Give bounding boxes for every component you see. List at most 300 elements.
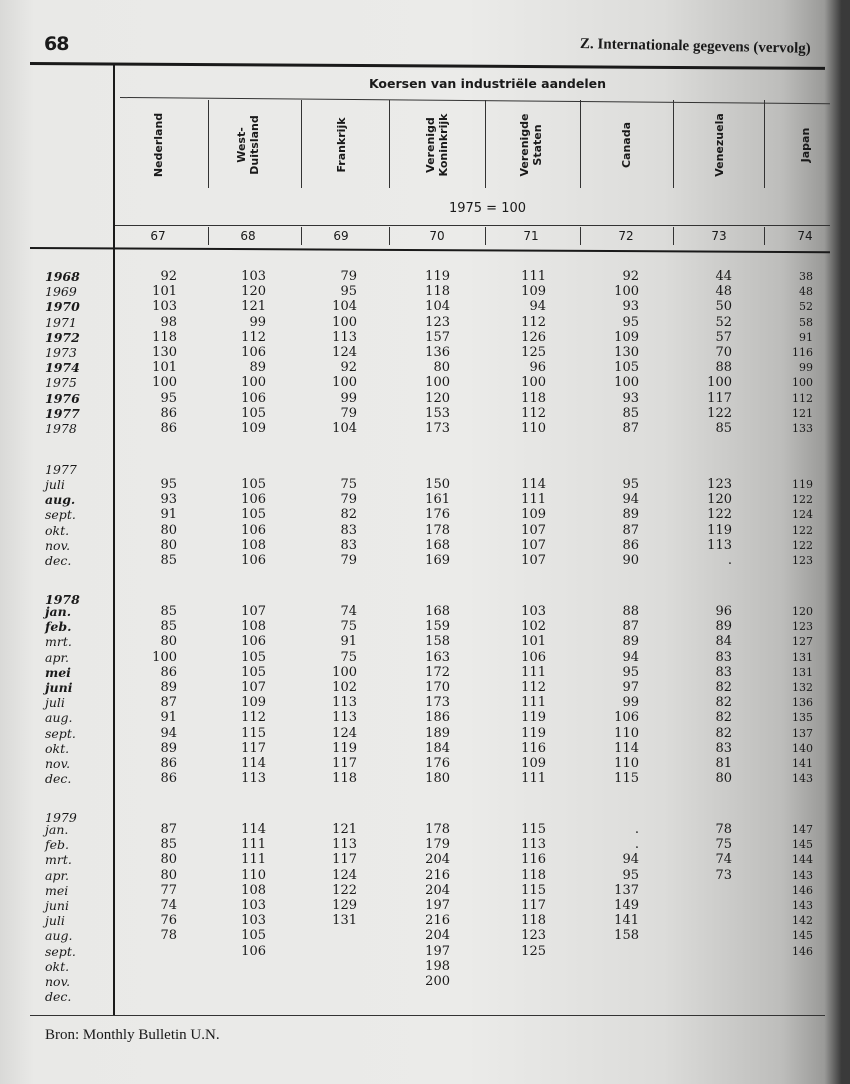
table-cell: 92 [160, 269, 177, 284]
table-cell: 100 [521, 375, 546, 391]
table-cell: 80 [160, 522, 177, 538]
table-cell: 110 [614, 725, 639, 741]
table-cell: 118 [425, 284, 450, 300]
table-cell: 149 [614, 898, 639, 913]
table-cell: 110 [614, 756, 639, 771]
table-cell: 158 [614, 928, 639, 944]
column-number-rule [115, 225, 830, 226]
table-cell: 168 [425, 537, 450, 553]
table-cell: 105 [241, 664, 266, 680]
table-cell: 105 [241, 649, 266, 665]
table-cell: 200 [425, 974, 450, 989]
table-cell: 126 [521, 329, 546, 345]
table-cell: 144 [792, 853, 813, 867]
table-cell: 135 [792, 711, 813, 725]
row-label: 1978 [45, 421, 77, 436]
table-cell: 106 [241, 553, 266, 568]
table-cell: 86 [160, 756, 177, 771]
table-cell: 186 [425, 710, 450, 726]
table-cell: 179 [425, 837, 450, 853]
table-cell: 87 [622, 522, 639, 538]
table-cell: 172 [425, 664, 450, 680]
table-cell: 112 [241, 710, 266, 726]
table-cell: 70 [715, 345, 732, 360]
row-label: apr. [45, 867, 70, 883]
row-label: 1969 [45, 284, 77, 300]
table-cell: 87 [160, 695, 177, 711]
table-cell: 124 [332, 725, 357, 741]
table-cell: 118 [152, 329, 177, 345]
row-label: mei [45, 882, 69, 898]
column-number-divider [764, 227, 765, 245]
table-cell: 110 [241, 867, 266, 883]
table-cell: 102 [332, 680, 357, 695]
table-cell: 100 [425, 375, 450, 391]
table-cell: 75 [340, 649, 357, 665]
row-label: 1970 [45, 299, 80, 315]
table-cell: 121 [332, 822, 357, 837]
table-cell: 95 [622, 867, 639, 883]
table-cell: 113 [332, 695, 357, 711]
super-header: Koersen van industriële aandelen [368, 76, 607, 91]
column-number-divider [485, 227, 486, 245]
column-number-divider [208, 227, 209, 245]
table-cell: 106 [241, 492, 266, 508]
table-cell: 170 [425, 680, 450, 695]
column-header: West- Duitsland [235, 115, 261, 175]
table-cell: 143 [792, 868, 813, 882]
table-cell: 122 [792, 538, 813, 552]
table-cell: 91 [799, 330, 813, 344]
table-cell: 82 [340, 507, 357, 523]
column-number: 67 [150, 229, 166, 243]
table-cell: 101 [152, 284, 177, 300]
row-label: 1971 [45, 314, 77, 330]
table-cell: 79 [340, 553, 357, 568]
table-cell: 89 [160, 740, 177, 756]
table-cell: 107 [241, 680, 266, 695]
table-cell: 116 [521, 852, 546, 868]
table-cell: 123 [792, 620, 813, 634]
row-label: 1976 [45, 390, 80, 406]
table-cell: 113 [707, 537, 732, 553]
table-cell: 176 [425, 507, 450, 523]
table-cell: 73 [715, 867, 732, 883]
table-cell: 118 [332, 771, 357, 787]
table-cell: 159 [425, 619, 450, 635]
table-cell: 108 [241, 619, 266, 635]
table-cell: 140 [792, 741, 813, 755]
row-label: dec. [45, 771, 72, 787]
table-cell: 80 [160, 867, 177, 883]
table-cell: 132 [792, 681, 813, 694]
source-note: Bron: Monthly Bulletin U.N. [45, 1027, 220, 1043]
table-cell: 52 [799, 300, 813, 314]
column-number: 73 [711, 229, 727, 243]
table-cell: 150 [425, 477, 450, 492]
table-cell: 117 [521, 898, 546, 913]
row-label: mrt. [45, 634, 72, 650]
table-cell: 93 [160, 492, 177, 508]
table-cell: 100 [614, 284, 639, 300]
table-cell: 168 [425, 604, 450, 619]
table-cell: 95 [340, 284, 357, 300]
table-cell: 52 [715, 314, 732, 330]
table-cell: 75 [715, 837, 732, 853]
row-label: 1975 [45, 375, 77, 391]
table-cell: 115 [521, 822, 546, 837]
table-cell: 100 [792, 376, 813, 390]
table-cell: 109 [241, 421, 266, 436]
table-cell: 161 [425, 492, 450, 508]
table-cell: 111 [521, 695, 546, 711]
stub-divider [113, 64, 115, 1016]
table-cell: 141 [792, 757, 813, 770]
table-cell: 136 [792, 696, 813, 710]
row-label: nov. [45, 537, 71, 553]
table-cell: 147 [792, 823, 813, 836]
table-cell: 127 [792, 635, 813, 649]
row-label: jan. [45, 604, 72, 619]
column-divider [485, 100, 486, 188]
row-label: aug. [45, 492, 76, 508]
table-cell: 105 [241, 507, 266, 523]
table-cell: 204 [425, 928, 450, 944]
table-cell: 106 [241, 522, 266, 538]
table-cell: 111 [521, 771, 546, 787]
table-cell: 112 [241, 329, 266, 345]
table-cell: 75 [340, 477, 357, 492]
table-cell: 137 [792, 726, 813, 740]
row-label: 1968 [45, 269, 80, 284]
table-cell: 184 [425, 740, 450, 756]
table-cell: 204 [425, 882, 450, 898]
table-cell: 106 [241, 634, 266, 650]
table-cell: 197 [425, 943, 450, 959]
table-cell: 75 [340, 619, 357, 635]
table-cell: 99 [799, 361, 813, 375]
column-number: 69 [333, 229, 349, 243]
table-cell: 102 [521, 619, 546, 635]
table-cell: 101 [521, 634, 546, 650]
column-number: 70 [429, 229, 445, 243]
table-cell: 112 [521, 680, 546, 695]
table-cell: 113 [332, 329, 357, 345]
table-cell: 115 [521, 882, 546, 898]
section-header: 1979 [45, 810, 77, 825]
table-cell: 124 [332, 867, 357, 883]
table-cell: 117 [332, 756, 357, 771]
section-header: 1977 [45, 462, 77, 477]
table-cell: 113 [521, 837, 546, 853]
table-cell: 89 [715, 619, 732, 635]
table-cell: 58 [799, 315, 813, 329]
table-cell: 97 [622, 680, 639, 695]
table-cell: 114 [614, 740, 639, 756]
table-cell: . [727, 553, 732, 568]
column-divider [301, 100, 302, 188]
table-cell: 112 [521, 405, 546, 421]
table-cell: 48 [799, 285, 813, 299]
table-cell: 91 [160, 710, 177, 726]
table-cell: 99 [622, 695, 639, 711]
row-label: feb. [45, 619, 72, 635]
table-cell: 79 [340, 269, 357, 284]
table-cell: 120 [707, 492, 732, 508]
column-header: Frankrijk [334, 117, 348, 173]
table-cell: 106 [241, 390, 266, 406]
row-label: sept. [45, 507, 76, 523]
table-cell: 80 [160, 537, 177, 553]
row-label: nov. [45, 756, 71, 771]
table-cell: 118 [521, 913, 546, 929]
table-cell: 94 [529, 299, 546, 315]
table-cell: 85 [160, 553, 177, 568]
table-cell: 109 [521, 284, 546, 300]
table-cell: 118 [521, 867, 546, 883]
table-cell: 95 [622, 477, 639, 492]
row-label: okt. [45, 740, 70, 756]
table-cell: 83 [340, 537, 357, 553]
row-label: mei [45, 664, 71, 680]
table-cell: 120 [241, 284, 266, 300]
table-cell: 76 [160, 913, 177, 929]
table-cell: 216 [425, 913, 450, 929]
table-cell: 86 [160, 664, 177, 680]
top-rule [30, 62, 825, 70]
table-cell: 120 [792, 605, 813, 618]
column-header: Canada [619, 121, 633, 169]
table-cell: 105 [241, 477, 266, 492]
table-cell: 44 [715, 269, 732, 284]
table-cell: 124 [792, 508, 813, 522]
table-cell: 109 [521, 507, 546, 523]
table-cell: 131 [792, 650, 813, 664]
table-cell: 104 [332, 421, 357, 436]
table-cell: 88 [715, 360, 732, 376]
table-cell: 79 [340, 492, 357, 508]
table-cell: 87 [160, 822, 177, 837]
column-number-divider [580, 227, 581, 245]
table-cell: 133 [792, 422, 813, 435]
table-cell: 79 [340, 405, 357, 421]
table-cell: 110 [521, 421, 546, 436]
row-label: feb. [45, 837, 69, 853]
table-cell: 89 [622, 507, 639, 523]
table-cell: 74 [340, 604, 357, 619]
table-cell: 130 [152, 345, 177, 360]
column-number-divider [673, 227, 674, 245]
table-cell: 106 [241, 345, 266, 360]
table-cell: 163 [425, 649, 450, 665]
column-header: Verenigd Koninkrijk [424, 113, 450, 177]
base-year-note: 1975 = 100 [448, 201, 527, 216]
page-number: 68 [44, 33, 69, 55]
table-cell: 113 [332, 837, 357, 853]
row-label: 1972 [45, 329, 80, 345]
table-cell: 91 [340, 634, 357, 650]
table-cell: 83 [715, 664, 732, 680]
table-cell: 123 [792, 554, 813, 567]
table-cell: 173 [425, 421, 450, 436]
table-cell: 109 [521, 756, 546, 771]
row-label: juli [45, 913, 65, 929]
table-cell: 109 [241, 695, 266, 711]
table-cell: 95 [160, 390, 177, 406]
row-label: aug. [45, 928, 73, 944]
table-cell: 112 [521, 314, 546, 330]
table-cell: 38 [799, 270, 813, 283]
table-cell: 103 [241, 898, 266, 913]
table-cell: 82 [715, 680, 732, 695]
row-label: juli [45, 695, 65, 711]
table-cell: 95 [622, 314, 639, 330]
table-cell: 114 [241, 822, 266, 837]
table-cell: 99 [249, 314, 266, 330]
table-cell: 48 [715, 284, 732, 300]
table-cell: 103 [521, 604, 546, 619]
table-cell: 117 [332, 852, 357, 868]
table-cell: 106 [241, 943, 266, 959]
table-cell: 123 [521, 928, 546, 944]
table-cell: 100 [332, 664, 357, 680]
row-label: dec. [45, 989, 72, 1005]
table-cell: 176 [425, 756, 450, 771]
table-cell: 178 [425, 822, 450, 837]
table-cell: 57 [715, 329, 732, 345]
table-cell: 136 [425, 345, 450, 360]
table-cell: 90 [622, 553, 639, 568]
table-cell: 88 [622, 604, 639, 619]
column-divider [580, 100, 581, 188]
bottom-rule [30, 1015, 825, 1016]
table-cell: 116 [521, 740, 546, 756]
table-cell: 89 [249, 360, 266, 376]
table-cell: 93 [622, 299, 639, 315]
table-cell: 143 [792, 899, 813, 912]
table-cell: . [634, 837, 639, 853]
table-cell: 122 [792, 523, 813, 537]
table-cell: 111 [521, 492, 546, 508]
row-label: okt. [45, 958, 70, 974]
table-cell: 85 [160, 619, 177, 635]
table-cell: 100 [152, 375, 177, 391]
table-cell: 100 [241, 375, 266, 391]
column-header: Japan [798, 127, 812, 163]
table-cell: 158 [425, 634, 450, 650]
table-cell: 85 [715, 421, 732, 436]
table-cell: 107 [521, 553, 546, 568]
table-cell: 122 [707, 405, 732, 421]
table-cell: 178 [425, 522, 450, 538]
table-cell: 143 [792, 772, 813, 786]
table-cell: 85 [622, 405, 639, 421]
table-cell: 116 [792, 346, 813, 359]
table-cell: 87 [622, 619, 639, 635]
table-cell: 111 [241, 852, 266, 868]
table-cell: 131 [792, 665, 813, 679]
row-label: sept. [45, 725, 76, 741]
column-divider [389, 100, 390, 188]
table-cell: 216 [425, 867, 450, 883]
row-label: 1974 [45, 360, 80, 376]
table-cell: 124 [332, 345, 357, 360]
table-cell: 131 [332, 913, 357, 929]
table-cell: 105 [241, 405, 266, 421]
table-cell: 100 [614, 375, 639, 391]
table-cell: 122 [707, 507, 732, 523]
table-cell: 119 [332, 740, 357, 756]
table-cell: 87 [622, 421, 639, 436]
table-cell: 118 [521, 390, 546, 406]
table-cell: 108 [241, 882, 266, 898]
table-cell: 119 [425, 269, 450, 284]
table-cell: 109 [614, 329, 639, 345]
table-cell: 86 [160, 405, 177, 421]
table-cell: 146 [792, 944, 813, 958]
table-cell: 95 [622, 664, 639, 680]
table-cell: 91 [160, 507, 177, 523]
table-cell: 130 [614, 345, 639, 360]
table-cell: 122 [792, 493, 813, 507]
table-cell: 74 [715, 852, 732, 868]
column-divider [764, 100, 765, 188]
table-cell: 106 [521, 649, 546, 665]
table-cell: 103 [152, 299, 177, 315]
table-cell: 108 [241, 537, 266, 553]
table-cell: 112 [792, 391, 813, 405]
table-cell: 121 [792, 406, 813, 420]
column-divider [208, 100, 209, 188]
table-cell: 119 [792, 478, 813, 491]
header-bottom-rule [30, 247, 830, 253]
table-cell: 111 [241, 837, 266, 853]
row-label: nov. [45, 974, 71, 989]
table-cell: 80 [160, 634, 177, 650]
row-label: jan. [45, 822, 69, 837]
table-cell: 104 [332, 299, 357, 315]
table-cell: 114 [241, 756, 266, 771]
table-cell: 105 [614, 360, 639, 376]
column-header: Verenigde Staten [518, 113, 544, 177]
table-cell: 86 [622, 537, 639, 553]
table-cell: 80 [160, 852, 177, 868]
table-cell: 94 [160, 725, 177, 741]
table-cell: 120 [425, 390, 450, 406]
table-cell: 169 [425, 553, 450, 568]
column-number: 74 [797, 229, 813, 243]
row-label: dec. [45, 553, 72, 568]
table-cell: 100 [152, 649, 177, 665]
table-cell: 115 [241, 725, 266, 741]
table-cell: 189 [425, 725, 450, 741]
table-cell: 125 [521, 943, 546, 959]
table-cell: 104 [425, 299, 450, 315]
table-cell: 89 [160, 680, 177, 695]
table-cell: 113 [332, 710, 357, 726]
table-cell: 82 [715, 710, 732, 726]
table-cell: 157 [425, 329, 450, 345]
table-cell: . [634, 822, 639, 837]
table-cell: 107 [521, 522, 546, 538]
table-cell: 82 [715, 695, 732, 711]
table-cell: 81 [715, 756, 732, 771]
column-number-divider [301, 227, 302, 245]
table-cell: 137 [614, 882, 639, 898]
table-cell: 111 [521, 269, 546, 284]
table-cell: 80 [715, 771, 732, 787]
table-cell: 117 [241, 740, 266, 756]
